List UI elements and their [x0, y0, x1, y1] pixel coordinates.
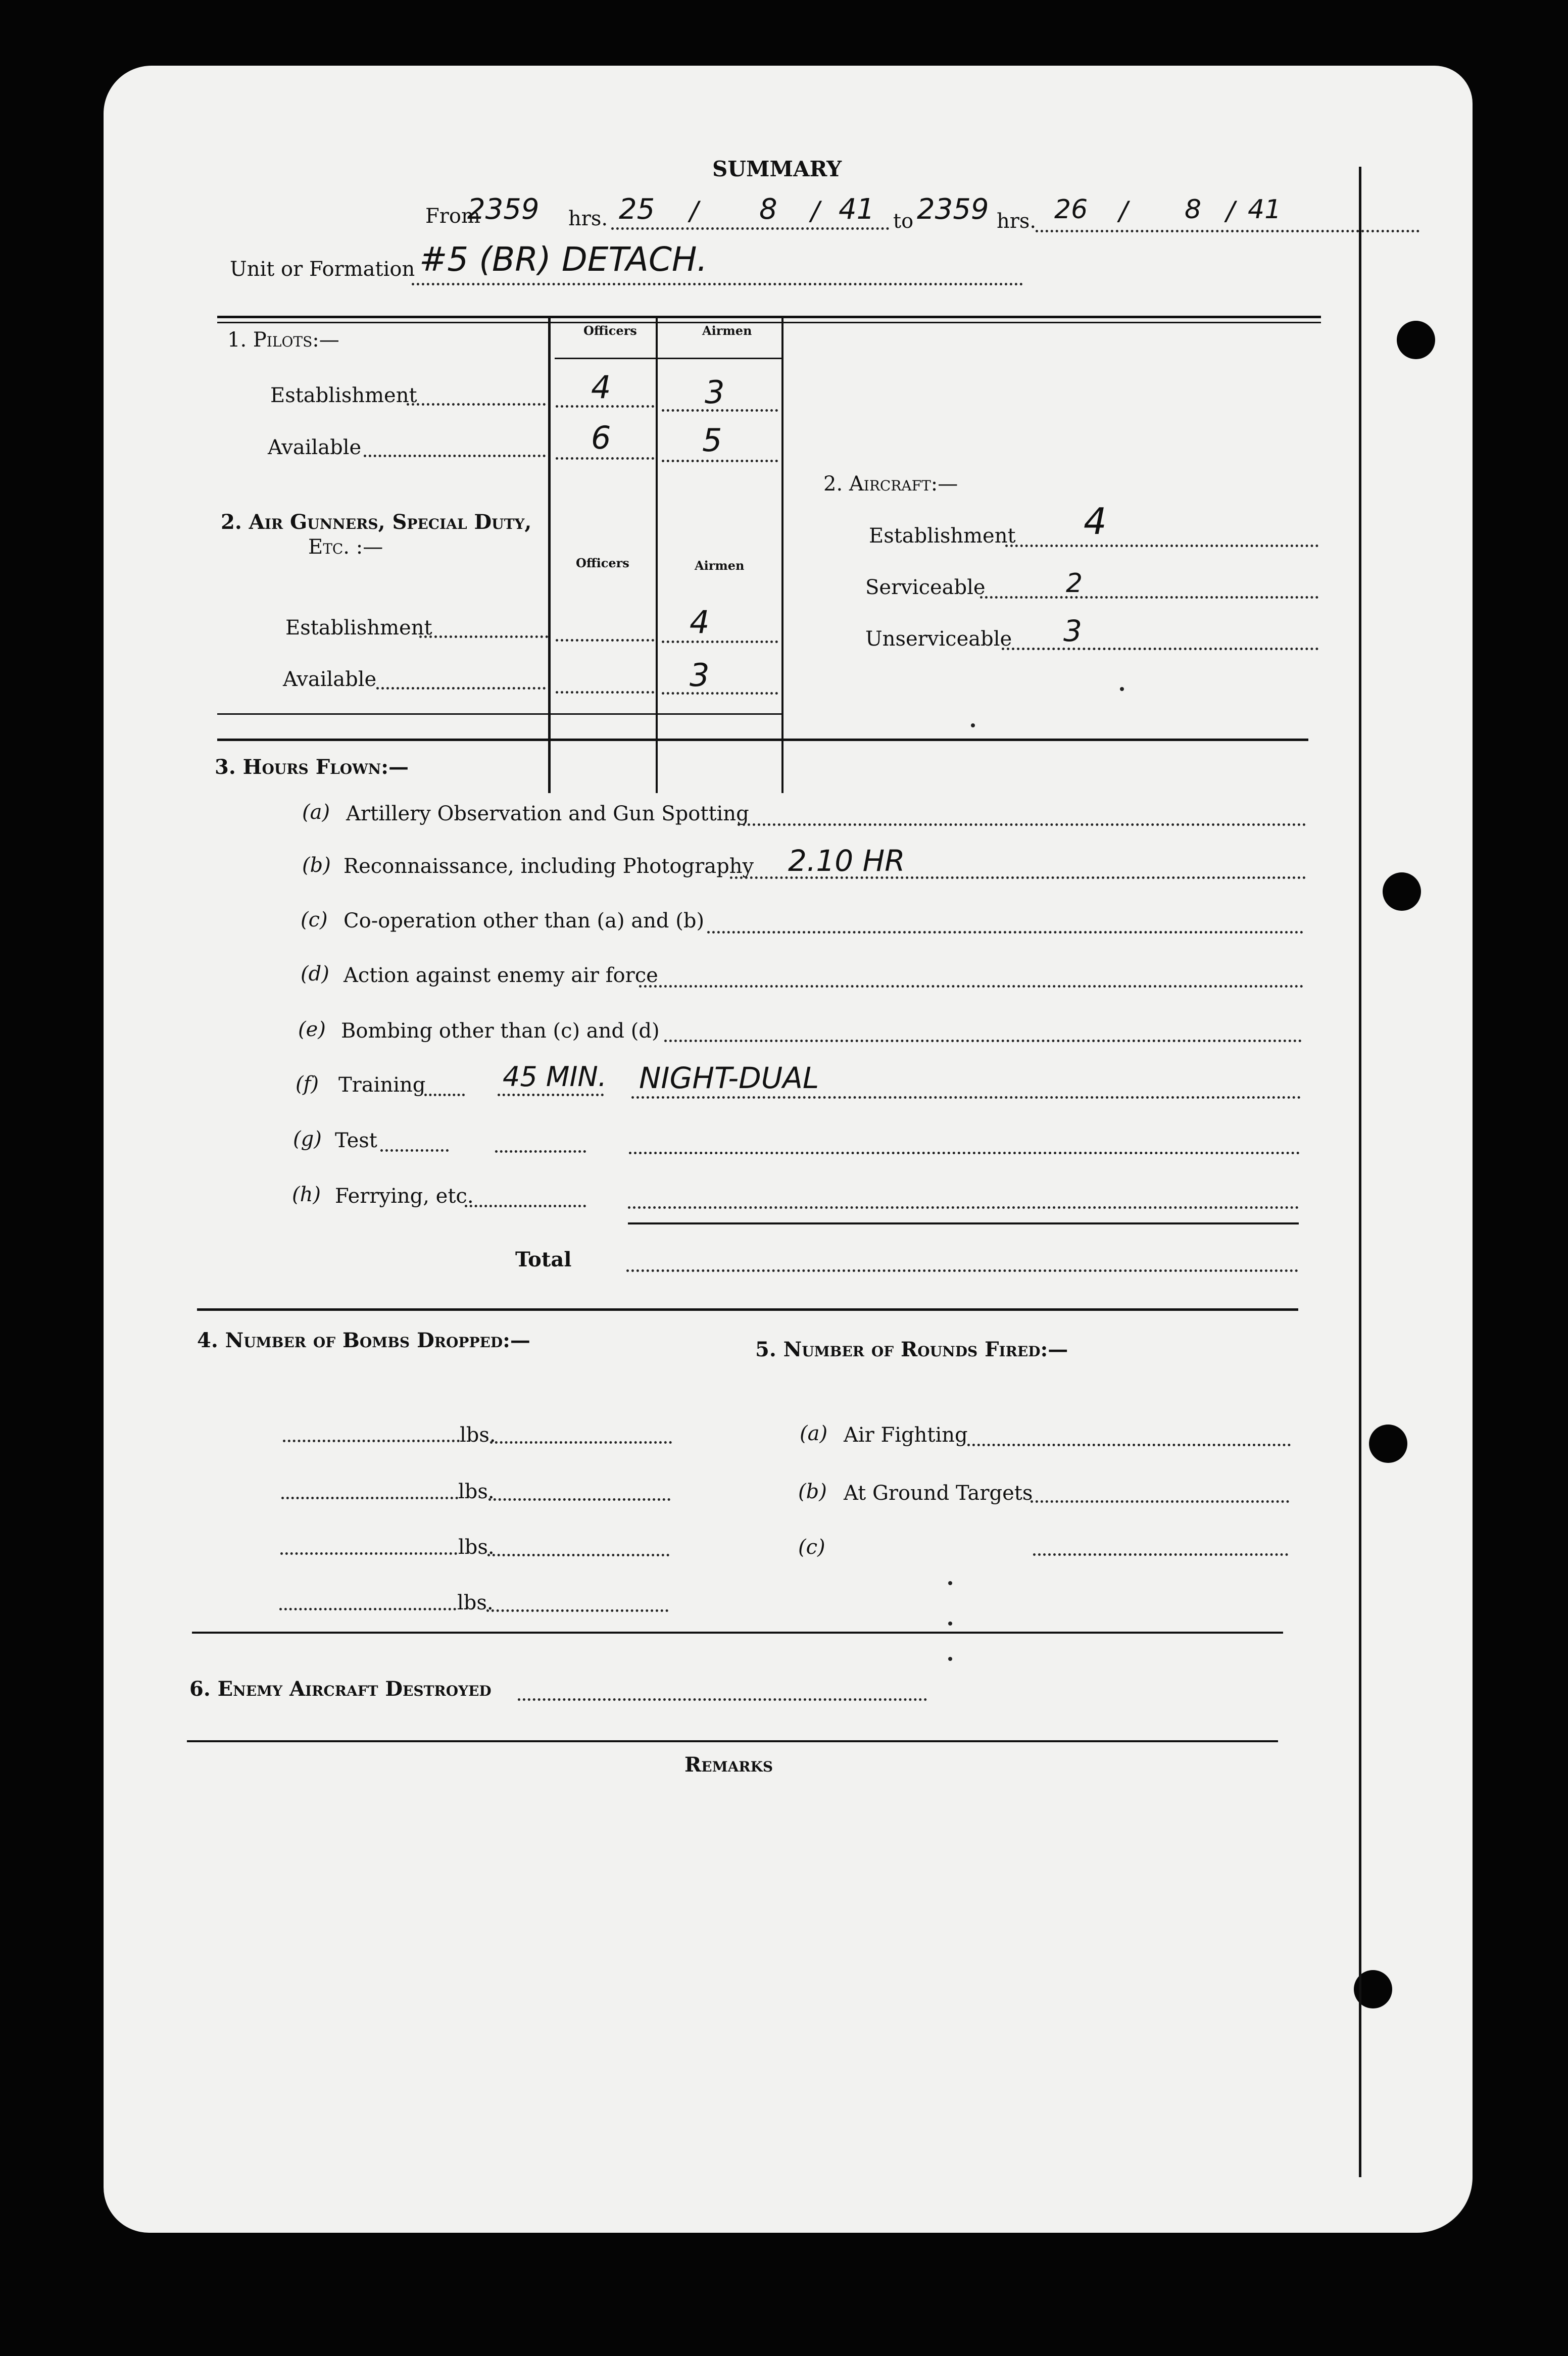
enemy-heading: 6. Enemy Aircraft Destroyed	[189, 1677, 492, 1701]
pilots-col-airmen: Airmen	[702, 323, 752, 338]
hours-e-label: Bombing other than (c) and (d)	[341, 1019, 660, 1043]
hours-a-label: Artillery Observation and Gun Spotting	[346, 802, 749, 825]
to-date-line	[1036, 230, 1419, 232]
pilots-available-airmen-line	[662, 460, 778, 462]
aircraft-establishment-label: Establishment	[869, 524, 1016, 548]
bombs-weight-line-3	[487, 1554, 669, 1556]
gunners-col-airmen: Airmen	[695, 558, 745, 573]
gunners-establishment-officers-line	[556, 639, 654, 642]
hours-d-label: Action against enemy air force	[344, 964, 658, 987]
rounds-c-letter: (c)	[798, 1536, 825, 1559]
bombs-heading: 4. Number of Bombs Dropped:—	[197, 1329, 530, 1352]
remarks-heading: Remarks	[684, 1753, 773, 1777]
hours-b-value: 2.10 HR	[788, 844, 905, 878]
gunners-available-airmen-line	[662, 692, 778, 695]
section-3-top-rule	[217, 739, 1308, 741]
hours-c-label: Co-operation other than (a) and (b)	[344, 909, 705, 932]
from-month: 8	[759, 193, 777, 226]
pilots-header-rule	[555, 358, 782, 359]
bombs-qty-line-3	[280, 1552, 457, 1555]
speck	[1120, 687, 1124, 691]
hours-d-line	[639, 985, 1303, 988]
gunners-establishment-line	[419, 635, 548, 638]
gunners-heading-line2: Etc. :—	[308, 535, 383, 559]
from-sep-2: /	[811, 196, 820, 226]
hours-f-value2: NIGHT-DUAL	[639, 1061, 819, 1095]
bombs-weight-line-4	[486, 1609, 668, 1612]
aircraft-establishment-line	[1005, 545, 1318, 547]
hours-g-label: Test	[335, 1129, 377, 1152]
bombs-weight-line-2	[488, 1498, 670, 1501]
hours-e-line	[664, 1040, 1302, 1042]
aircraft-unserviceable-line	[1002, 648, 1318, 650]
from-day: 25	[619, 193, 655, 226]
from-hrs-label: hrs.	[568, 207, 608, 230]
aircraft-heading: 2. Aircraft:—	[823, 472, 958, 496]
from-sep-1: /	[690, 196, 699, 226]
hours-g-label-line	[380, 1149, 449, 1152]
table-col-line-3	[781, 318, 783, 793]
pilots-establishment-airmen-line	[662, 409, 778, 412]
rounds-b-label: At Ground Targets	[844, 1482, 1033, 1505]
bombs-unit-4: lbs.	[457, 1591, 494, 1614]
bombs-qty-line-1	[283, 1440, 460, 1442]
rounds-c-line	[1033, 1553, 1288, 1556]
to-label: to	[893, 210, 914, 233]
to-year: 41	[1248, 194, 1282, 225]
pilots-establishment-airmen: 3	[705, 374, 725, 411]
pilots-establishment-officers-line	[556, 405, 654, 408]
aircraft-unserviceable-label: Unserviceable	[865, 627, 1012, 651]
from-time: 2359	[467, 193, 540, 226]
hours-d-letter: (d)	[301, 962, 329, 986]
unit-line	[412, 283, 1023, 285]
rounds-a-letter: (a)	[800, 1422, 828, 1445]
binder-hole-3	[1369, 1425, 1407, 1463]
hours-b-label: Reconnaissance, including Photography	[344, 855, 754, 878]
aircraft-establishment-value: 4	[1084, 500, 1107, 543]
rounds-a-line	[967, 1444, 1291, 1446]
section-6-top-rule	[192, 1632, 1283, 1634]
pilots-available-officers-line	[556, 457, 654, 460]
rounds-a-label: Air Fighting	[844, 1424, 968, 1447]
section-4-top-rule	[197, 1308, 1298, 1311]
pilots-establishment-line	[407, 403, 546, 406]
hours-c-letter: (c)	[301, 908, 328, 931]
page-title: SUMMARY	[712, 157, 842, 181]
hours-h-letter: (h)	[292, 1183, 321, 1206]
hours-e-letter: (e)	[298, 1018, 326, 1041]
gunners-available-label: Available	[283, 668, 377, 691]
hours-g-value-line-2	[629, 1152, 1300, 1154]
gunners-available-airmen: 3	[690, 657, 710, 694]
hours-f-value-line-1	[498, 1094, 604, 1096]
gunners-available-line	[376, 687, 546, 690]
hours-h-label: Ferrying, etc.	[335, 1185, 474, 1208]
speck	[948, 1622, 952, 1626]
to-time: 2359	[917, 193, 989, 226]
hours-b-letter: (b)	[302, 854, 331, 877]
table-col-line-1	[548, 318, 551, 793]
remarks-top-rule	[187, 1740, 1278, 1742]
hours-f-letter: (f)	[296, 1072, 319, 1096]
bombs-weight-line-1	[490, 1441, 672, 1444]
to-hrs-label: hrs.	[997, 210, 1037, 233]
aircraft-serviceable-label: Serviceable	[865, 576, 986, 599]
pilots-available-airmen: 5	[702, 422, 722, 459]
pilots-col-officers: Officers	[583, 323, 637, 338]
aircraft-unserviceable-value: 3	[1063, 614, 1082, 648]
gunners-col-officers: Officers	[576, 556, 629, 570]
hours-g-letter: (g)	[293, 1127, 322, 1151]
header-rule-top	[217, 316, 1321, 318]
gunners-establishment-airmen-line	[662, 641, 778, 643]
rounds-b-letter: (b)	[798, 1480, 827, 1503]
hours-f-value1: 45 MIN.	[503, 1061, 607, 1093]
unit-label: Unit or Formation	[230, 258, 415, 281]
gunners-establishment-label: Establishment	[285, 616, 432, 640]
unit-value: #5 (BR) DETACH.	[419, 240, 708, 279]
pilots-establishment-officers: 4	[591, 369, 611, 406]
from-year: 41	[839, 193, 875, 226]
pilots-available-officers: 6	[591, 419, 611, 456]
rounds-heading: 5. Number of Rounds Fired:—	[755, 1338, 1068, 1361]
bombs-unit-1: lbs.	[460, 1424, 496, 1447]
hours-h-value-line	[628, 1206, 1299, 1209]
aircraft-serviceable-line	[980, 596, 1318, 599]
from-label: From	[425, 205, 480, 228]
speck	[948, 1657, 952, 1661]
hours-c-line	[707, 931, 1303, 934]
binder-hole-1	[1397, 321, 1435, 359]
speck	[948, 1581, 952, 1585]
hours-h-label-line	[465, 1205, 586, 1207]
from-date-line	[611, 227, 889, 230]
bombs-unit-3: lbs.	[458, 1536, 495, 1559]
to-day: 26	[1054, 194, 1088, 225]
to-month: 8	[1185, 194, 1202, 225]
aircraft-serviceable-value: 2	[1066, 568, 1083, 599]
pilots-establishment-label: Establishment	[270, 384, 417, 407]
summary-form-sheet	[104, 66, 1473, 2233]
gunners-heading: 2. Air Gunners, Special Duty,	[221, 510, 532, 534]
bombs-qty-line-2	[281, 1497, 458, 1499]
bombs-unit-2: lbs.	[458, 1480, 495, 1503]
hours-a-line	[738, 823, 1306, 826]
hours-a-letter: (a)	[302, 801, 330, 824]
pilots-heading: 1. Pilots:—	[227, 328, 339, 352]
bombs-qty-line-4	[279, 1608, 456, 1610]
hours-g-value-line-1	[495, 1150, 586, 1153]
hours-total-line	[626, 1269, 1298, 1272]
gunners-establishment-airmen: 4	[690, 604, 710, 641]
pilots-available-line	[364, 455, 546, 457]
speck	[971, 723, 975, 727]
gunners-available-officers-line	[556, 691, 654, 694]
table-col-line-2	[656, 318, 658, 793]
section-2-bottom-rule	[217, 713, 783, 715]
hours-f-label-line	[424, 1094, 465, 1096]
hours-f-value-line-2	[631, 1096, 1301, 1099]
pilots-available-label: Available	[268, 436, 362, 459]
rounds-b-line	[1031, 1500, 1289, 1503]
binder-hole-2	[1383, 872, 1421, 911]
header-rule-bottom	[217, 322, 1321, 323]
hours-total-label: Total	[515, 1248, 572, 1271]
hours-heading: 3. Hours Flown:—	[215, 755, 409, 779]
hours-total-rule	[628, 1222, 1299, 1224]
hours-f-label: Training	[338, 1073, 426, 1097]
to-sep-1: /	[1119, 196, 1128, 226]
enemy-line	[518, 1698, 927, 1701]
to-sep-2: /	[1226, 196, 1235, 226]
right-margin-line	[1359, 167, 1361, 2177]
